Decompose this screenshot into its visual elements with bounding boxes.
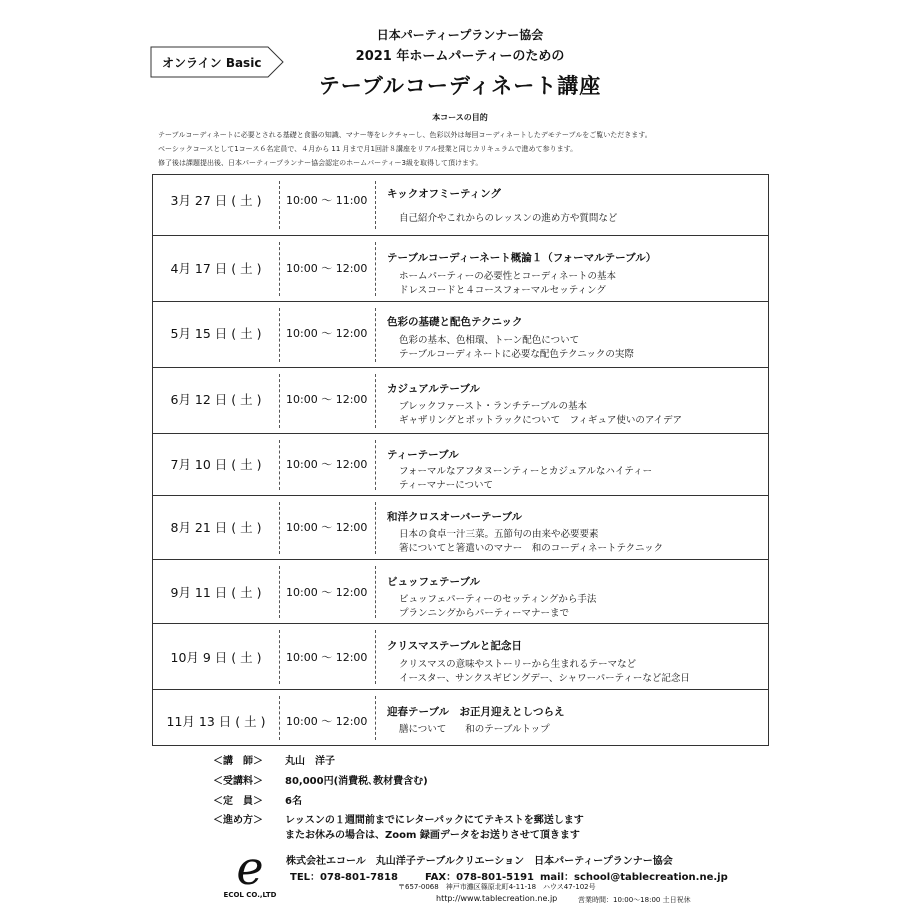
row-date: 9月 11 日 ( 土 ) bbox=[170, 585, 262, 600]
row-date: 5月 15 日 ( 土 ) bbox=[170, 326, 262, 341]
row-divider bbox=[279, 374, 280, 428]
row-desc-1: ホームパーティーの必要性とコーディネートの基本 bbox=[399, 271, 616, 282]
row-divider bbox=[279, 181, 280, 229]
course-subtitle: 2021 年ホームパーティーのための bbox=[355, 49, 565, 64]
schedule-row bbox=[153, 495, 768, 560]
purpose-line-1: テーブルコーディネートに必要とされる基礎と食器の知識、マナー等をレクチャーし、色彩以外は毎回コーディネートしたデモテーブルをご覧いただきます。 bbox=[158, 131, 652, 139]
row-title: 和洋クロスオーバーテーブル bbox=[387, 511, 523, 523]
row-date: 3月 27 日 ( 土 ) bbox=[170, 193, 262, 208]
capacity-value: 6名 bbox=[285, 796, 302, 807]
row-desc-1: 日本の食卓一汁三菜。五節句の由来や必要要素 bbox=[399, 529, 599, 540]
footer-hours: 営業時間：10:00～18:00 土日祝休 bbox=[578, 896, 691, 904]
method-line-2: またお休みの場合は、Zoom 録画データをお送りさせて頂きます bbox=[285, 830, 580, 841]
schedule-row bbox=[153, 175, 768, 235]
row-desc-2: 箸についてと箸遣いのマナー 和のコーディネートテクニック bbox=[399, 543, 664, 554]
row-date: 7月 10 日 ( 土 ) bbox=[170, 457, 262, 472]
instructor-label: ＜講 師＞ bbox=[213, 756, 263, 767]
purpose-line-2: ベーシックコースとして1コース６名定員で、４月から 11 月まで月1回計８講座をリアル授業と同じカリキュラムで進めて参ります。 bbox=[158, 145, 578, 153]
fee-value: 80,000円(消費税､教材費含む) bbox=[285, 776, 428, 787]
row-desc-2: ギャザリングとポットラックについて フィギュア使いのアイデア bbox=[399, 415, 683, 426]
footer-url[interactable] bbox=[436, 894, 557, 903]
row-desc-1: 色彩の基本、色相環、トーン配色について bbox=[399, 335, 580, 346]
purpose-heading: 本コースの目的 bbox=[432, 113, 488, 122]
footer-address: 〒657-0068 神戸市灘区篠原北町4-11-18 ハウス47-102号 bbox=[398, 883, 596, 891]
method-label: ＜進め方＞ bbox=[213, 815, 263, 826]
schedule-table bbox=[152, 174, 769, 746]
row-desc-2: 自己紹介やこれからのレッスンの進め方や質問など bbox=[399, 213, 618, 224]
schedule-row bbox=[153, 367, 768, 434]
row-divider bbox=[375, 502, 376, 554]
row-time: 10:00 ～ 12:00 bbox=[286, 393, 368, 406]
purpose-line-3: 修了後は課題提出後、日本パーティープランナー協会認定のホームパーティー3級を取得して頂けます。 bbox=[158, 159, 483, 167]
schedule-row bbox=[153, 433, 768, 496]
row-desc-1: 膳について 和のテーブルトップ bbox=[399, 724, 550, 735]
row-divider bbox=[375, 566, 376, 618]
row-title: カジュアルテーブル bbox=[387, 383, 480, 395]
capacity-label: ＜定 員＞ bbox=[213, 796, 263, 807]
row-time: 10:00 ～ 12:00 bbox=[286, 715, 368, 728]
ecol-logo-text: ECOL CO.,LTD bbox=[223, 891, 277, 899]
fee-label: ＜受講料＞ bbox=[213, 776, 263, 787]
row-divider bbox=[375, 308, 376, 362]
row-desc-2: ティーマナーについて bbox=[399, 480, 494, 491]
organization-name: 日本パーティープランナー協会 bbox=[376, 28, 544, 42]
row-time: 10:00 ～ 12:00 bbox=[286, 458, 368, 471]
schedule-row bbox=[153, 623, 768, 690]
row-divider bbox=[279, 502, 280, 554]
row-time: 10:00 ～ 12:00 bbox=[286, 262, 368, 275]
footer-companies: 株式会社エコール 丸山洋子テーブルクリエーション 日本パーティープランナー協会 bbox=[286, 856, 673, 867]
badge-label: オンライン Basic bbox=[162, 56, 262, 70]
ecol-logo-mark: e bbox=[236, 841, 264, 895]
row-desc-2: イースター、サンクスギビングデー、シャワーパーティーなど記念日 bbox=[399, 673, 690, 684]
row-desc-2: プランニングからパーティーマナーまで bbox=[399, 608, 570, 619]
row-date: 6月 12 日 ( 土 ) bbox=[170, 392, 262, 407]
row-title: ティーテーブル bbox=[387, 449, 459, 461]
row-date: 11月 13 日 ( 土 ) bbox=[166, 714, 266, 729]
row-title: 色彩の基礎と配色テクニック bbox=[387, 316, 523, 328]
row-divider bbox=[375, 630, 376, 684]
row-divider bbox=[279, 242, 280, 296]
row-title: クリスマステーブルと記念日 bbox=[387, 640, 522, 652]
row-title: ビュッフェテーブル bbox=[387, 576, 481, 588]
schedule-row bbox=[153, 689, 768, 746]
row-title: テーブルコーディーネート概論１（フォーマルテーブル） bbox=[387, 252, 657, 264]
row-time: 10:00 ～ 12:00 bbox=[286, 651, 368, 664]
row-desc-1: ビュッフェパーティーのセッティングから手法 bbox=[399, 594, 597, 605]
row-date: 8月 21 日 ( 土 ) bbox=[170, 520, 262, 535]
row-title: 迎春テーブル お正月迎えとしつらえ bbox=[387, 706, 565, 718]
row-time: 10:00 ～ 11:00 bbox=[286, 194, 368, 207]
row-date: 4月 17 日 ( 土 ) bbox=[170, 261, 262, 276]
row-time: 10:00 ～ 12:00 bbox=[286, 521, 368, 534]
row-divider bbox=[279, 440, 280, 490]
row-desc-1: フォーマルなアフタヌーンティーとカジュアルなハイティー bbox=[399, 466, 653, 477]
row-divider bbox=[279, 566, 280, 618]
footer-fax: FAX：078-801-5191 bbox=[425, 872, 535, 883]
row-time: 10:00 ～ 12:00 bbox=[286, 586, 368, 599]
row-divider bbox=[375, 181, 376, 229]
row-divider bbox=[279, 308, 280, 362]
row-divider bbox=[279, 630, 280, 684]
ecol-logo bbox=[220, 841, 280, 915]
schedule-row bbox=[153, 235, 768, 302]
footer-tel: TEL：078-801-7818 bbox=[290, 872, 398, 883]
row-title: キックオフミーティング bbox=[387, 188, 501, 200]
method-line-1: レッスンの１週間前までにレターパックにてテキストを郵送します bbox=[285, 815, 584, 826]
row-desc-2: テーブルコーディネートに必要な配色テクニックの実際 bbox=[399, 349, 634, 360]
row-divider bbox=[279, 696, 280, 740]
row-divider bbox=[375, 242, 376, 296]
row-divider bbox=[375, 696, 376, 740]
footer-url-text: http://www.tablecreation.ne.jp bbox=[436, 894, 558, 903]
row-divider bbox=[375, 374, 376, 428]
instructor-value: 丸山 洋子 bbox=[285, 756, 335, 767]
online-basic-badge bbox=[150, 46, 284, 78]
row-divider bbox=[375, 440, 376, 490]
row-desc-1: ブレックファースト・ランチテーブルの基本 bbox=[399, 401, 588, 412]
course-title: テーブルコーディネート講座 bbox=[318, 74, 602, 98]
row-date: 10月 9 日 ( 土 ) bbox=[170, 650, 262, 665]
row-time: 10:00 ～ 12:00 bbox=[286, 327, 368, 340]
schedule-row bbox=[153, 301, 768, 368]
row-desc-1: クリスマスの意味やストーリーから生まれるテーマなど bbox=[399, 659, 637, 670]
row-desc-2: ドレスコードと４コースフォーマルセッティング bbox=[399, 285, 606, 296]
footer-mail[interactable] bbox=[540, 868, 728, 883]
schedule-row bbox=[153, 559, 768, 624]
footer-mail-text: mail：school@tablecreation.ne.jp bbox=[540, 872, 728, 883]
